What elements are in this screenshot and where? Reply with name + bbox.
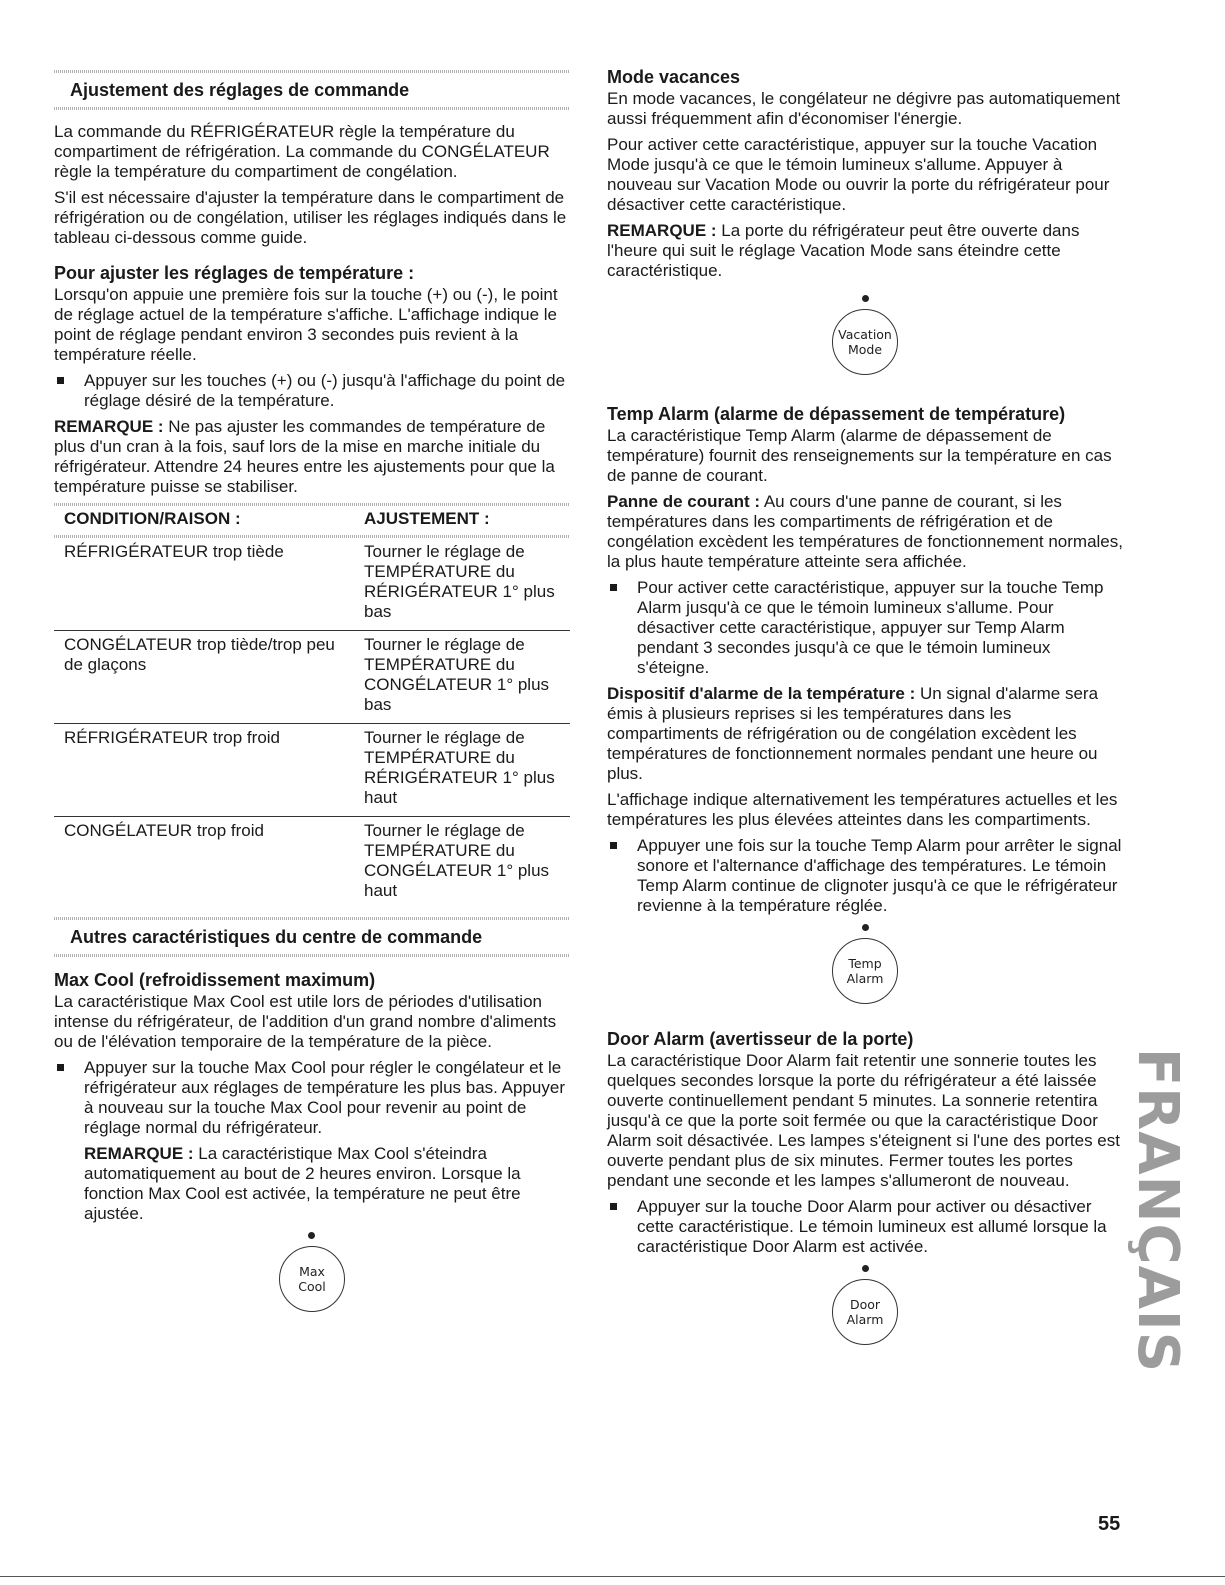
bullet-item: Appuyer une fois sur la touche Temp Alarm pour arrêter le signal sonore et l'alternance d'affichage des températures. Le témoin Temp Alarm continue de clignoter jusqu'à ce que le réfrigérateur revienne à la température réglée. [607,836,1123,916]
adjust-temp-paragraph: Lorsqu'on appuie une première fois sur la touche (+) ou (-), le point de réglage actuel de la température s'affiche. L'affichage indique le point de réglage pendant environ 3 secondes puis revient à la température réelle. [54,285,558,364]
note-paragraph [54,1144,570,1224]
power-outage-label: Panne de courant : [607,492,761,511]
indicator-light-icon [862,295,869,302]
indicator-light-icon [862,1265,869,1272]
subheading-door-alarm: Door Alarm (avertisseur de la porte) [607,1029,914,1049]
button-label-line1: Vacation [838,327,892,342]
table-header-adjustment: AJUSTEMENT : [364,509,490,528]
note-label: REMARQUE : [84,1144,194,1163]
right-column [607,66,1123,1349]
subheading-vacation-mode: Mode vacances [607,67,741,87]
bullet-item: Appuyer sur la touche Door Alarm pour activer ou désactiver cette caractéristique. Le témoin lumineux est allumé lorsque la caractéristique Door Alarm est activée. [607,1197,1123,1257]
note-paragraph [54,417,570,497]
table-cell-condition: RÉFRIGÉRATEUR trop froid [54,724,354,817]
table-cell-condition: CONGÉLATEUR trop froid [64,821,264,840]
alarm-device-paragraph [607,684,1123,784]
power-outage-paragraph [607,492,1123,572]
alarm-device-label: Dispositif d'alarme de la température : [607,684,916,703]
door-alarm-button-illustration [607,1265,1123,1349]
left-column [54,66,570,1316]
table-cell-adjustment: Tourner le réglage de TEMPÉRATURE du RÉRIGÉRATEUR 1° plus haut [354,724,570,817]
display-paragraph: L'affichage indique alternativement les températures actuelles et les températures les plus élevées atteintes dans les compartiments. [607,790,1118,829]
vacation-mode-button-illustration [607,295,1123,379]
table-row [54,538,570,631]
alarm-device-text: Un signal d'alarme sera émis à plusieurs reprises si les températures dans les compartiments de réfrigération ou de congélation excèdent les températures de fonctionnement normales pendant une heure ou plus. [607,684,1099,783]
bullet-item: Appuyer sur la touche Max Cool pour régler le congélateur et le réfrigérateur aux réglages de température les plus bas. Appuyer à nouveau sur la touche Max Cool pour revenir au point de réglage normal du réfrigérateur. [54,1058,570,1138]
door-alarm-button-icon [832,1279,898,1345]
table-header-condition: CONDITION/RAISON : [64,509,241,528]
bullet-item: Pour activer cette caractéristique, appuyer sur la touche Temp Alarm jusqu'à ce que le témoin lumineux s'allume. Pour désactiver cette caractéristique, appuyer sur Temp Alarm pendant 3 secondes jusqu'à ce que le témoin lumineux s'éteigne. [607,578,1123,678]
note-text: Ne pas ajuster les commandes de température de plus d'un cran à la fois, sauf lors de la mise en marche initiale du réfrigérateur. Attendre 24 heures entre les ajustements pour que la température puisse se stabiliser. [54,417,555,496]
note-text: La porte du réfrigérateur peut être ouverte dans l'heure qui suit le réglage Vacation Mode sans éteindre cette caractéristique. [607,221,1080,280]
indicator-light-icon [308,1232,315,1239]
note-label: REMARQUE : [607,221,717,240]
max-cool-button-icon [279,1246,345,1312]
indicator-light-icon [862,924,869,931]
subheading-max-cool: Max Cool (refroidissement maximum) [54,970,376,990]
bottom-rule [0,1576,1225,1577]
note-label: REMARQUE : [54,417,164,436]
table-cell-adjustment: Tourner le réglage de TEMPÉRATURE du RÉRIGÉRATEUR 1° plus bas [354,538,570,631]
note-paragraph [607,221,1123,281]
subheading-adjust-temp: Pour ajuster les réglages de température : [54,263,415,283]
intro-paragraph: S'il est nécessaire d'ajuster la température dans le compartiment de réfrigération ou de congélation, utiliser les réglages indiqués dans le tableau ci-dessous comme guide. [54,188,567,247]
power-outage-text: Au cours d'une panne de courant, si les températures dans les compartiments de réfrigération et de congélation excèdent les températures de fonctionnement normales, la plus haute température atteinte sera affichée. [607,492,1123,571]
max-cool-button-illustration [54,1232,570,1316]
hatch-rule [54,954,570,957]
table-row [54,724,570,817]
temp-alarm-button-illustration [607,924,1123,1008]
language-tab-label: FRANÇAIS [1125,1047,1191,1373]
section-title: Autres caractéristiques du centre de commande [70,927,483,947]
section-header-controls [54,70,570,110]
temp-alarm-paragraph: La caractéristique Temp Alarm (alarme de dépassement de température) fournit des renseignements sur la température en cas de panne de courant. [607,426,1112,485]
vacation-paragraph: Pour activer cette caractéristique, appuyer sur la touche Vacation Mode jusqu'à ce que le témoin lumineux s'allume. Appuyer à nouveau sur Vacation Mode ou ouvrir la porte du réfrigérateur pour désactiver cette caractéristique. [607,135,1110,214]
intro-paragraph: La commande du RÉFRIGÉRATEUR règle la température du compartiment de réfrigération. La commande du CONGÉLATEUR règle la température du compartiment de congélation. [54,122,550,181]
language-tab [1125,1047,1191,1373]
door-alarm-paragraph: La caractéristique Door Alarm fait retentir une sonnerie toutes les quelques secondes lorsque la porte du réfrigérateur a été laissée ouverte continuellement pendant 5 minutes. La sonnerie retentira jusqu'à ce que la porte soit fermée ou que la caractéristique Door Alarm soit désactivée. Les lampes s'éteignent si l'une des portes est ouverte pendant plus de six minutes. Fermer toutes les portes pendant une seconde et les lampes s'allumeront de nouveau. [607,1051,1120,1190]
button-label-line2: Alarm [846,1312,884,1327]
section-title: Ajustement des réglages de commande [70,80,410,100]
temp-alarm-button-icon [832,938,898,1004]
subheading-temp-alarm: Temp Alarm (alarme de dépassement de température) [607,404,1066,424]
button-label-line1: Temp [848,956,882,971]
table-row [54,817,570,910]
page-number: 55 [1098,1513,1121,1535]
button-label-line1: Door [849,1297,881,1312]
button-label-line1: Max [299,1264,325,1279]
vacation-paragraph: En mode vacances, le congélateur ne dégivre pas automatiquement aussi fréquemment afin d'économiser l'énergie. [607,89,1121,128]
button-label-line2: Mode [847,342,883,357]
table-cell-adjustment: Tourner le réglage de TEMPÉRATURE du CONGÉLATEUR 1° plus bas [354,631,570,724]
button-label-line2: Cool [298,1279,326,1294]
adjustment-table [54,503,570,909]
vacation-mode-button-icon [832,309,898,375]
table-cell-adjustment: Tourner le réglage de TEMPÉRATURE du CONGÉLATEUR 1° plus haut [364,821,550,900]
max-cool-paragraph: La caractéristique Max Cool est utile lors de périodes d'utilisation intense du réfrigérateur, de l'addition d'un grand nombre d'aliments ou de l'élévation temporaire de la température de la pièce. [54,992,557,1051]
table-cell-condition: CONGÉLATEUR trop tiède/trop peu de glaçons [54,631,354,724]
bullet-item: Appuyer sur les touches (+) ou (-) jusqu'à l'affichage du point de réglage désiré de la température. [54,371,570,411]
hatch-rule [54,107,570,110]
note-text: La caractéristique Max Cool s'éteindra automatiquement au bout de 2 heures environ. Lorsque la fonction Max Cool est activée, la température ne peut être ajustée. [84,1144,521,1223]
table-row [54,631,570,724]
section-header-other-features [54,917,570,957]
table-cell-condition: RÉFRIGÉRATEUR trop tiède [54,538,354,631]
button-label-line2: Alarm [846,971,884,986]
